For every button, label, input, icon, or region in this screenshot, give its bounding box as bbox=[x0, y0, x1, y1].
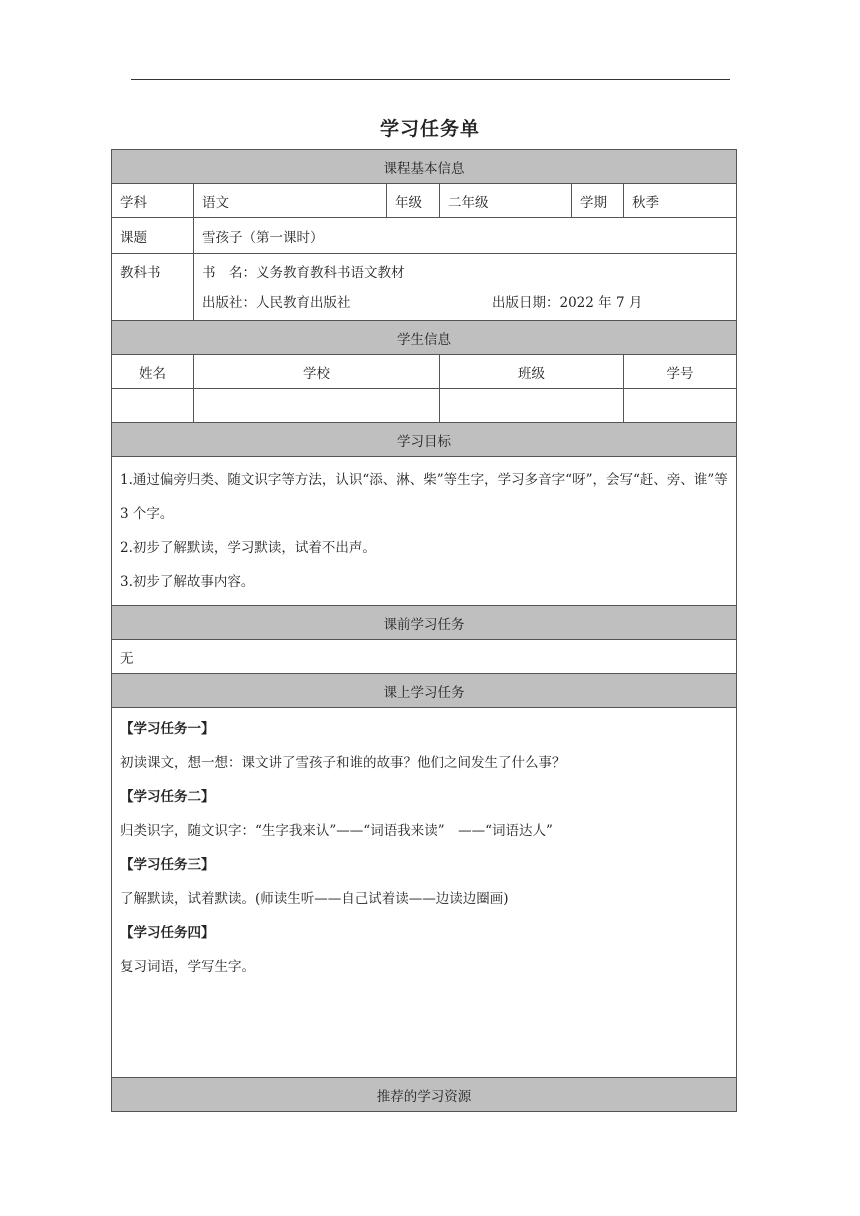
term-label: 学期 bbox=[572, 184, 624, 218]
task-text: 归类识字，随文识字：“生字我来认”——“词语我来读” ——“词语达人” bbox=[120, 823, 553, 839]
goal-item: 1.通过偏旁归类、随文识字等方法，认识“添、淋、柴”等生字，学习多音字“呀”，会写“赶、旁、谁”等 3 个字。 bbox=[120, 472, 728, 522]
task-text: 初读课文，想一想：课文讲了雪孩子和谁的故事？他们之间发生了什么事？ bbox=[120, 755, 566, 771]
task-sheet-table bbox=[111, 149, 737, 1112]
goal-item: 2.初步了解默读，学习默读，试着不出声。 bbox=[120, 540, 376, 556]
section-pre-class: 课前学习任务 bbox=[112, 606, 737, 640]
student-class-cell[interactable] bbox=[440, 389, 624, 423]
task-heading: 【学习任务二】 bbox=[120, 789, 215, 805]
student-name-header: 姓名 bbox=[112, 355, 194, 389]
section-resources: 推荐的学习资源 bbox=[112, 1078, 737, 1112]
student-school-header: 学校 bbox=[194, 355, 440, 389]
task-text: 了解默读，试着默读。(师读生听——自己试着读——边读边圈画) bbox=[120, 891, 509, 907]
student-class-header: 班级 bbox=[440, 355, 624, 389]
topic-label: 课题 bbox=[112, 218, 194, 254]
textbook-label-text: 教科书 bbox=[120, 265, 161, 281]
publisher: 出版社：人民教育出版社 bbox=[202, 295, 351, 311]
goal-item: 3.初步了解故事内容。 bbox=[120, 574, 255, 590]
textbook-info bbox=[194, 254, 737, 321]
student-school-cell[interactable] bbox=[194, 389, 440, 423]
topic-value: 雪孩子（第一课时） bbox=[194, 218, 737, 254]
document-title: 学习任务单 bbox=[379, 118, 480, 140]
in-class-tasks bbox=[112, 708, 737, 1078]
book-name: 书 名：义务教育教科书语文教材 bbox=[202, 265, 405, 281]
grade-value: 二年级 bbox=[440, 184, 572, 218]
section-in-class: 课上学习任务 bbox=[112, 674, 737, 708]
student-name-cell[interactable] bbox=[112, 389, 194, 423]
student-id-header: 学号 bbox=[624, 355, 737, 389]
section-goals: 学习目标 bbox=[112, 423, 737, 457]
top-rule bbox=[131, 79, 730, 80]
grade-label: 年级 bbox=[387, 184, 440, 218]
textbook-label bbox=[112, 254, 194, 321]
student-id-cell[interactable] bbox=[624, 389, 737, 423]
section-student-info: 学生信息 bbox=[112, 321, 737, 355]
term-value: 秋季 bbox=[624, 184, 737, 218]
goals-content bbox=[112, 457, 737, 606]
task-heading: 【学习任务四】 bbox=[120, 925, 215, 941]
section-course-info: 课程基本信息 bbox=[112, 150, 737, 184]
publish-date: 出版日期：2022 年 7 月 bbox=[492, 295, 643, 311]
pre-class-content: 无 bbox=[112, 640, 737, 674]
subject-label: 学科 bbox=[112, 184, 194, 218]
task-text: 复习词语，学写生字。 bbox=[120, 959, 255, 975]
task-heading: 【学习任务一】 bbox=[120, 721, 215, 737]
subject-value: 语文 bbox=[194, 184, 387, 218]
task-heading: 【学习任务三】 bbox=[120, 857, 215, 873]
